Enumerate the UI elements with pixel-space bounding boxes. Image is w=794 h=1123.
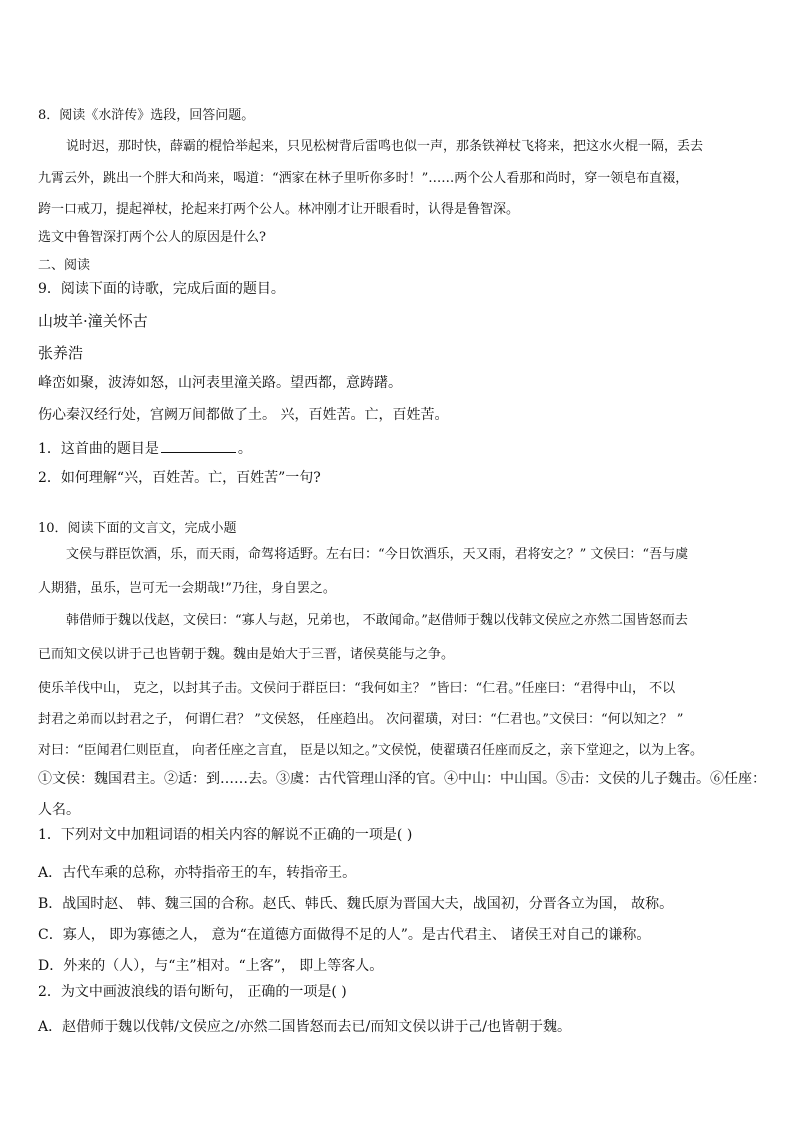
option-d: D．外来的（人），与“主”相对。“上客”， 即上等客人。	[38, 958, 384, 974]
option-b: B．战国时赵、 韩、魏三国的合称。赵氏、韩氏、魏氏原为晋国大夫，战国初，分晋各立为国， 故称。	[38, 896, 674, 912]
q8-passage-line-2: 九霄云外，跳出一个胖大和尚来，喝道：“洒家在林子里听你多时！”……两个公人看那和尚时，穿一领皂布直裰，	[38, 171, 689, 186]
poem-line-2: 伤心秦汉经行处，宫阙万间都做了土。 兴，百姓苦。亡，百姓苦。	[38, 407, 449, 423]
q10-passage-line-7: 对曰：“臣闻君仁则臣直， 向者任座之言直， 臣是以知之。”文侯悦，使翟璜召任座而反之，亲下堂迎之，以为上客。	[38, 743, 704, 758]
q10-passage-line-3: 韩借师于魏以伐赵，文侯曰：“寡人与赵，兄弟也， 不敢闻命。”赵借师于魏以伐韩文侯应之亦然二国皆怒而去	[66, 613, 688, 628]
q10-notes-line-2: 人名。	[38, 802, 80, 818]
q9-sub1-end: 。	[237, 441, 252, 457]
q10-passage-line-5: 使乐羊伐中山， 克之，以封其子击。文侯问于群臣曰：“我何如主？ ”皆曰：“仁君。”任座曰：“君得中山， 不以	[38, 681, 676, 696]
q9-sub-question-1	[38, 440, 252, 456]
q10-passage-line-2: 人期猎，虽乐，岂可无一会期哉!”乃往，身自罢之。	[38, 581, 336, 596]
poem-title: 山坡羊·潼关怀古	[38, 312, 148, 330]
q8-title: 8．阅读《水浒传》选段，回答问题。	[38, 108, 255, 123]
q8-passage-line-1: 说时迟，那时快，薛霸的棍恰举起来，只见松树背后雷鸣也似一声，那条铁禅杖飞将来，把这水火棍一隔，丢去	[66, 139, 704, 154]
option-a: A．古代车乘的总称，亦特指帝王的车，转指帝王。	[38, 865, 357, 881]
q10-sub-question-2: 2．为文中画波浪线的语句断句， 正确的一项是( )	[38, 984, 347, 1000]
q10-passage-line-6: 封君之弟而以封君之子， 何谓仁君？ ”文侯怒， 任座趋出。 次问翟璜，对曰：“仁君也。”文侯曰：“何以知之？ ”	[38, 712, 684, 727]
q10-title: 10．阅读下面的文言文，完成小题	[38, 521, 237, 536]
q10-passage-line-4: 已而知文侯以讲于己也皆朝于魏。魏由是始大于三晋，诸侯莫能与之争。	[38, 647, 455, 662]
section-heading: 二、阅读	[38, 258, 91, 273]
q10-sub-question-1: 1．下列对文中加粗词语的相关内容的解说不正确的一项是( )	[38, 827, 413, 843]
q9-sub-question-2: 2．如何理解“兴，百姓苦。亡，百姓苦”一句?	[38, 470, 321, 486]
q8-question: 选文中鲁智深打两个公人的原因是什么?	[38, 230, 266, 245]
answer-blank[interactable]	[161, 440, 236, 453]
q8-passage-line-3: 跨一口戒刀，提起禅杖，抡起来打两个公人。林冲刚才让开眼看时，认得是鲁智深。	[38, 202, 520, 217]
option-a-2: A．赵借师于魏以伐韩/文侯应之/亦然二国皆怒而去已/而知文侯以讲于己/也皆朝于魏。	[38, 1019, 571, 1035]
q10-notes-line-1: ①文侯：魏国君主。②适：到……去。③虞：古代管理山泽的官。④中山：中山国。⑤击：文侯的儿子魏击。⑥任座：	[38, 771, 766, 787]
poem-line-1: 峰峦如聚，波涛如怒，山河表里潼关路。望西都，意踌躇。	[38, 375, 402, 391]
option-c: C．寡人， 即为寡德之人， 意为“在道德方面做得不足的人”。是古代君主、 诸侯王对自己的谦称。	[38, 927, 651, 943]
q9-sub1-text: 1．这首曲的题目是	[38, 441, 159, 457]
q9-title: 9．阅读下面的诗歌，完成后面的题目。	[38, 281, 285, 297]
q10-passage-line-1: 文侯与群臣饮酒，乐，而天雨，命驾将适野。左右曰：“今日饮酒乐，天又雨，君将安之？” 文侯曰：“吾与虞	[66, 547, 689, 562]
poem-author: 张养浩	[38, 344, 84, 362]
